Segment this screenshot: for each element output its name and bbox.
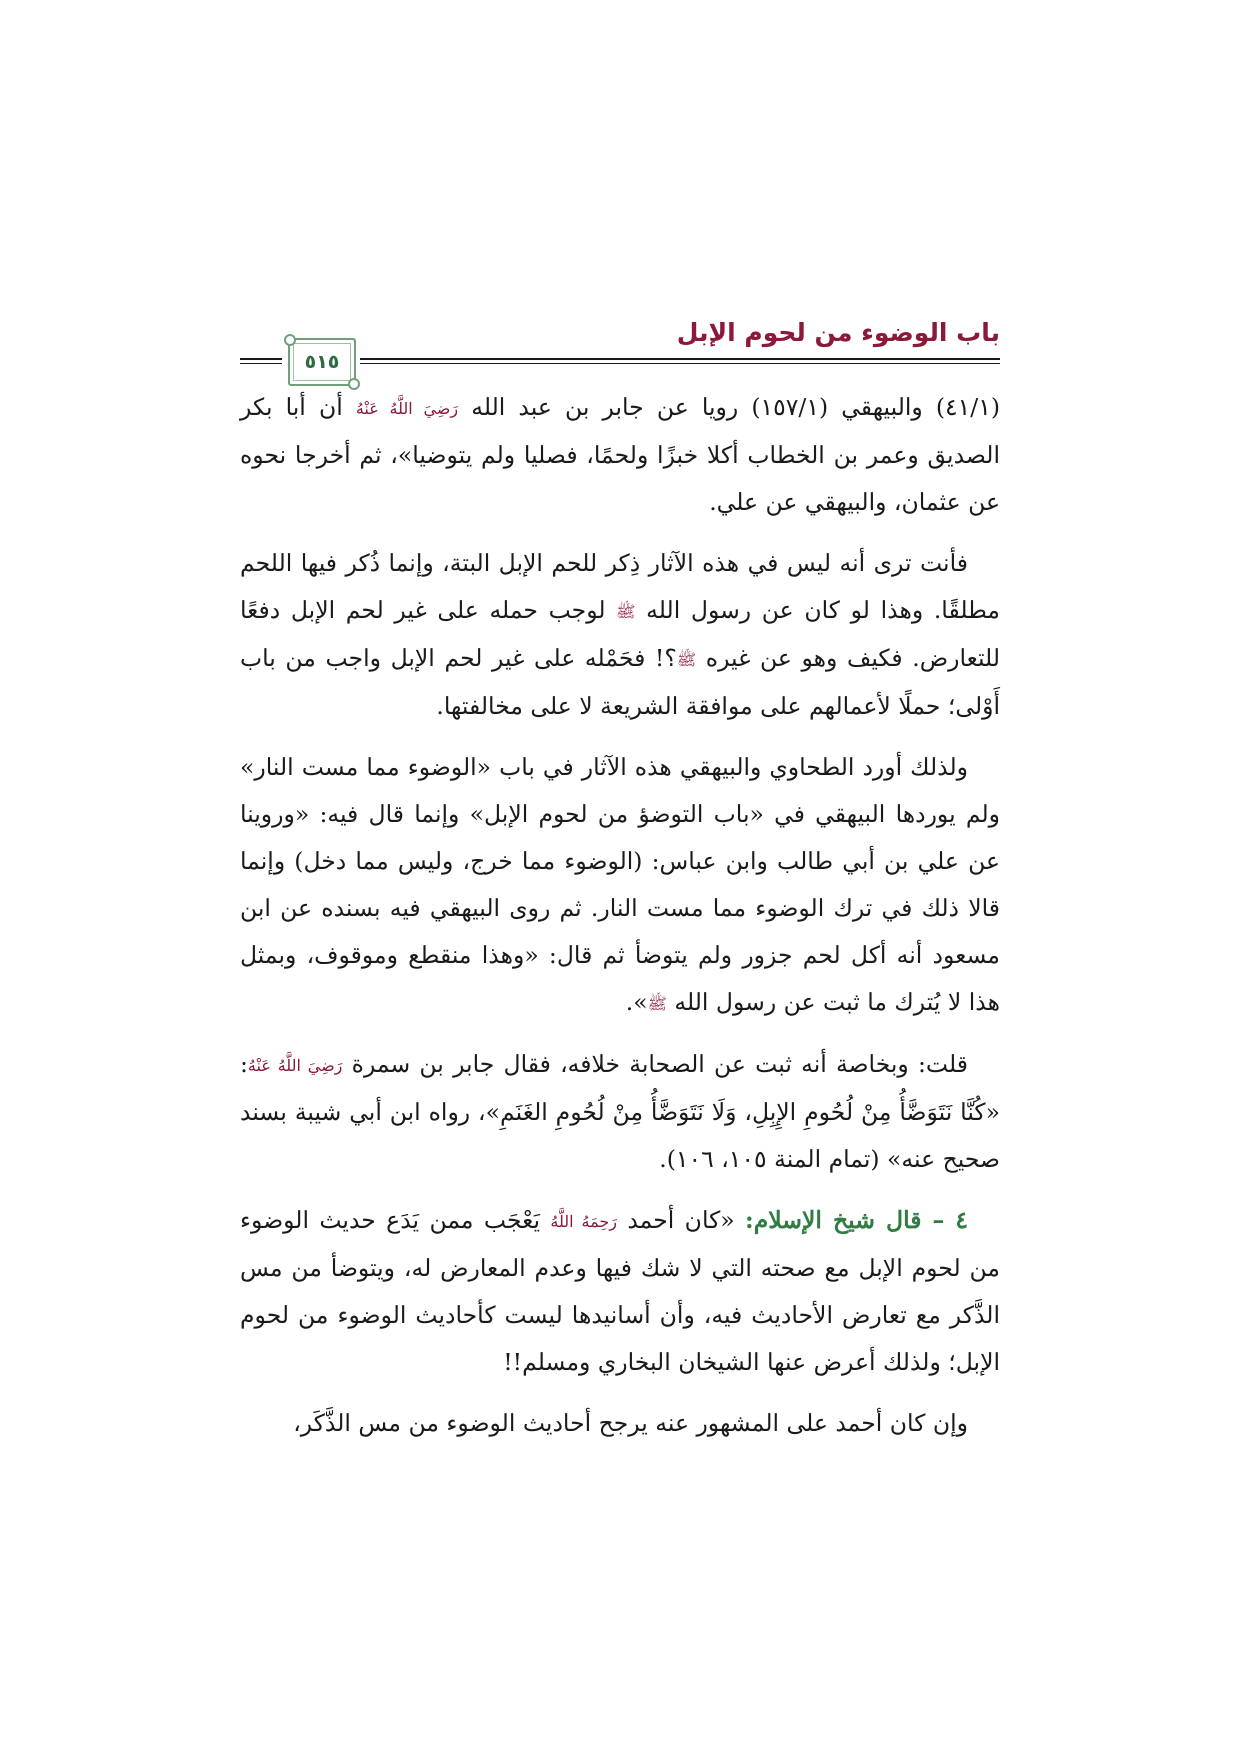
header-rule-thin bbox=[360, 363, 1000, 364]
honorific-salawat: ﷺ bbox=[616, 602, 636, 621]
text-segment: ». bbox=[625, 988, 648, 1016]
paragraph-4 bbox=[240, 1041, 1000, 1183]
page-header bbox=[240, 318, 1000, 373]
honorific-salawat: ﷺ bbox=[647, 994, 667, 1013]
text-segment: قلت: وبخاصة أنه ثبت عن الصحابة خلافه، فقال جابر بن سمرة bbox=[342, 1050, 968, 1078]
page-number: ٥١٥ bbox=[304, 351, 340, 373]
honorific-rahimahullah: رَحِمَهُ اللَّهُ bbox=[550, 1212, 617, 1231]
header-rule-left-thin bbox=[240, 363, 282, 364]
paragraph-2 bbox=[240, 540, 1000, 730]
text-segment: لوجب حمله على غير لحم الإبل دفعًا للتعارض. فكيف وهو عن غيره bbox=[240, 596, 1000, 672]
text-segment: فأنت ترى أنه ليس في هذه الآثار ذِكر للحم الإبل البتة، وإنما ذُكر فيها اللحم مطلقًا. وهذا لو كان عن رسول الله bbox=[240, 549, 1001, 624]
section-label: ٤ – قال شيخ الإسلام: bbox=[745, 1206, 969, 1234]
chapter-title: باب الوضوء من لحوم الإبل bbox=[676, 318, 1000, 347]
text-segment: «كان أحمد bbox=[616, 1206, 746, 1234]
text-segment: أن أبا بكر الصديق وعمر بن الخطاب أكلا خبزًا ولحمًا، فصليا ولم يتوضيا»، ثم أخرجا نحوه عن عثمان، والبيهقي عن علي. bbox=[240, 393, 1000, 516]
text-segment: ؟! فحَمْله على غير لحم الإبل واجب من باب أَوْلى؛ حملًا لأعمالهم على موافقة الشريعة لا على مخالفتها. bbox=[240, 644, 1000, 720]
text-segment: وإن كان أحمد على المشهور عنه يرجح أحاديث الوضوء من مس الذَّكَر، bbox=[293, 1409, 968, 1437]
paragraph-1 bbox=[240, 384, 1000, 526]
paragraph-6 bbox=[240, 1400, 1000, 1447]
paragraph-3 bbox=[240, 744, 1000, 1027]
page-number-frame bbox=[288, 338, 356, 386]
honorific-radiallahu-anhu: رَضِيَ اللَّهُ عَنْهُ bbox=[355, 399, 459, 418]
text-segment: ولذلك أورد الطحاوي والبيهقي هذه الآثار في باب «الوضوء مما مست النار» ولم يوردها البيهقي في «باب التوضؤ من لحوم الإبل» وإنما قال فيه: «وروينا عن علي بن أبي طالب وابن عباس: (الوضوء مما خرج، وليس مما دخل) وإنما قالا ذلك في ترك الوضوء مما مست النار. ثم روى البيهقي فيه بسنده عن ابن مسعود أنه أكل لحم جزور ولم يتوضأ ثم قال: «وهذا منقطع وموقوف، وبمثل هذا لا يُترك ما ثبت عن رسول الله bbox=[240, 753, 1000, 1016]
text-segment: يَعْجَب ممن يَدَع حديث الوضوء من لحوم الإبل مع صحته التي لا شك فيها وعدم المعارض له، ويتوضأ من مس الذَّكر مع تعارض الأحاديث فيه، وأن أسانيدها ليست كأحاديث الوضوء من لحوم الإبل؛ ولذلك أعرض عنها الشيخان البخاري ومسلم!! bbox=[240, 1206, 1000, 1376]
paragraph-5 bbox=[240, 1197, 1000, 1386]
honorific-radiallahu-anhu: رَضِيَ اللَّهُ عَنْهُ bbox=[247, 1056, 343, 1075]
body-text bbox=[240, 384, 1000, 1461]
honorific-salawat: ﷺ bbox=[676, 650, 697, 669]
text-segment: (٤١/١) والبيهقي (١٥٧/١) رويا عن جابر بن عبد الله bbox=[458, 393, 1000, 421]
header-rule-left bbox=[240, 358, 282, 360]
header-rule bbox=[360, 358, 1000, 360]
text-segment: : «كُنَّا نَتَوَضَّأُ مِنْ لُحُومِ الإِبِلِ، وَلَا نَتَوَضَّأُ مِنْ لُحُومِ الغَنَمِ»، رواه ابن أبي شيبة بسند صحيح عنه» (تمام المنة ١٠٥، ١٠٦). bbox=[240, 1050, 1000, 1173]
